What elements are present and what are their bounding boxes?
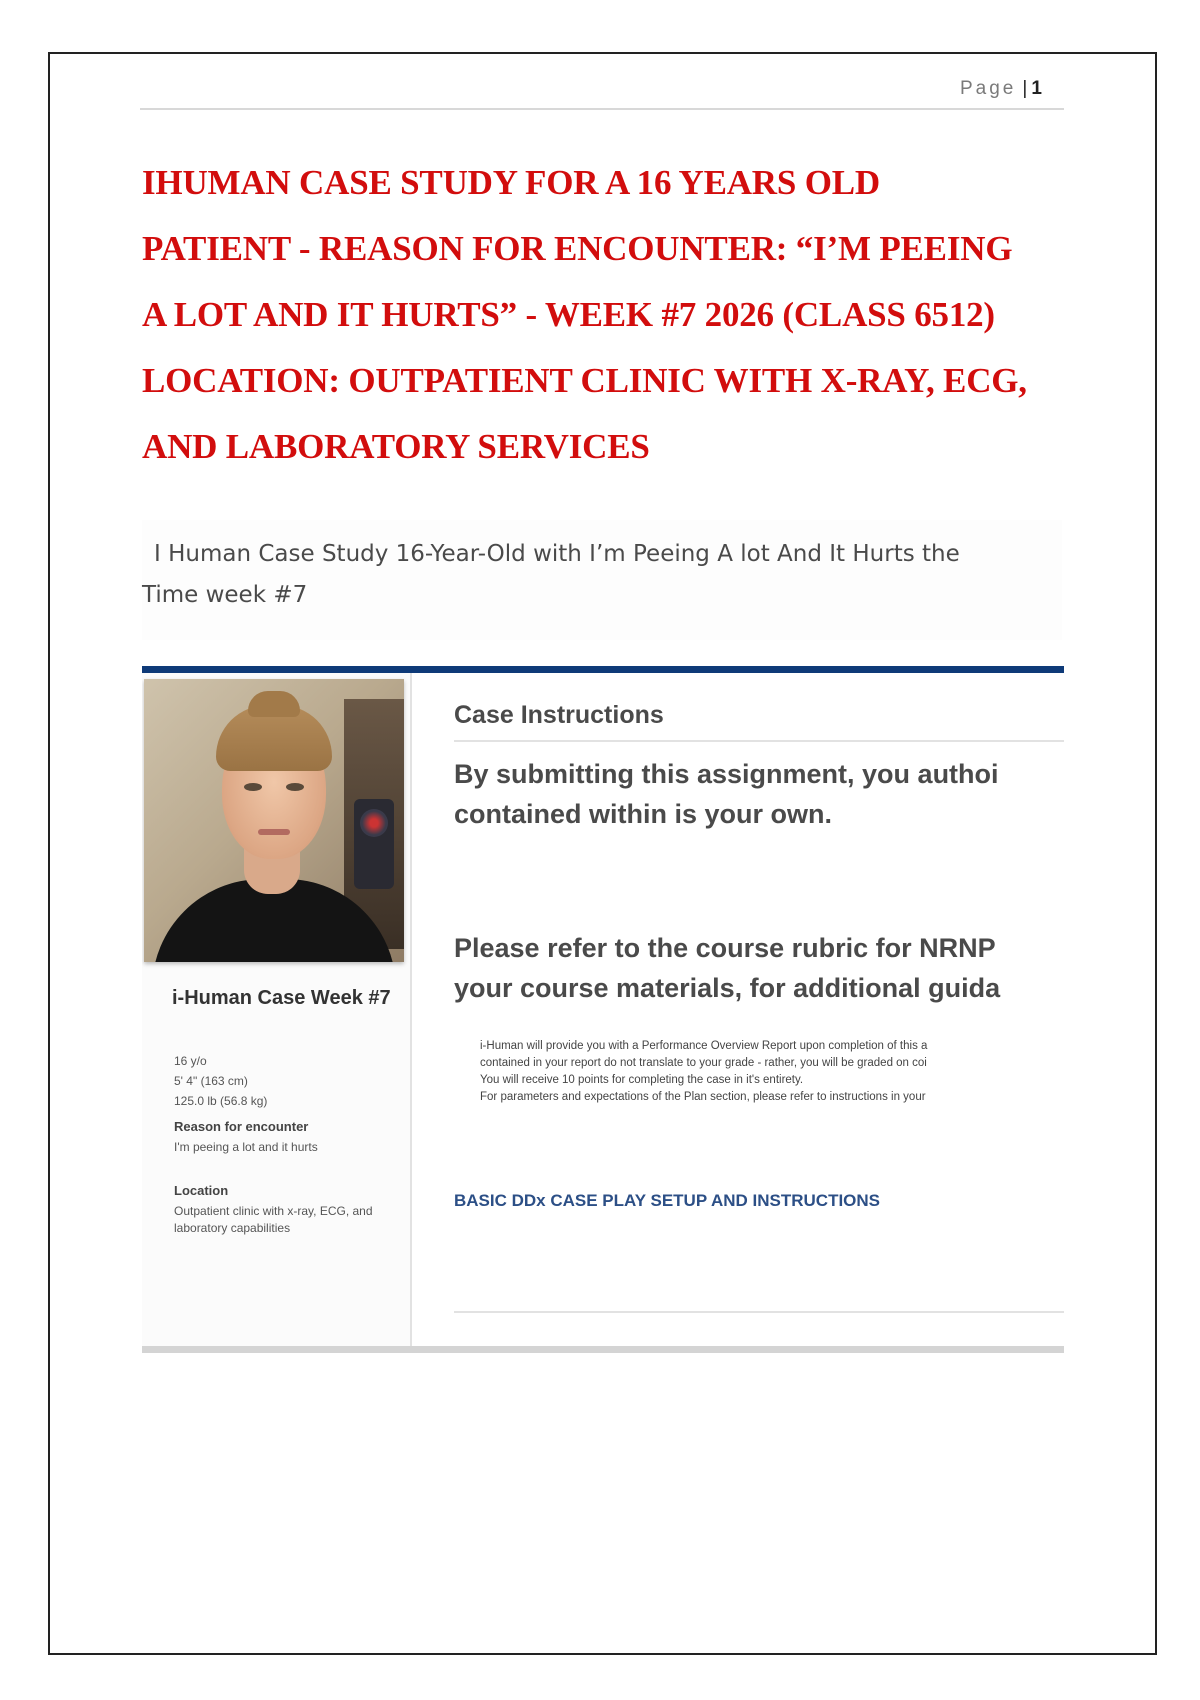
rubric-reference	[454, 928, 1064, 1008]
title-line: A LOT AND IT HURTS” - WEEK #7 2026 (CLASS 6512)	[142, 295, 995, 334]
patient-weight: 125.0 lb (56.8 kg)	[174, 1094, 268, 1108]
subheading	[142, 534, 982, 616]
subheading-line: I Human Case Study 16-Year-Old with I’m Peeing A lot And It Hurts the	[154, 541, 960, 567]
rubric-line: Please refer to the course rubric for NRNP	[454, 933, 996, 963]
title-line: PATIENT - REASON FOR ENCOUNTER: “I’M PEEING	[142, 229, 1013, 268]
title-line: AND LABORATORY SERVICES	[142, 427, 650, 466]
rubric-line: your course materials, for additional guida	[454, 973, 1001, 1003]
statement-line: contained within is your own.	[454, 799, 833, 829]
patient-eye	[244, 783, 262, 791]
patient-avatar	[144, 679, 404, 962]
screenshot-top-bar	[142, 666, 1064, 673]
patient-height: 5' 4" (163 cm)	[174, 1074, 248, 1088]
instruction-bullets	[454, 1038, 1064, 1106]
page-label: Page	[960, 78, 1017, 99]
bullet-text: i-Human will provide you with a Performance Overview Report upon completion of this a	[480, 1040, 928, 1052]
subheading-line: Time week #7	[142, 582, 308, 608]
bullet-text: contained in your report do not translate to your grade - rather, you will be graded on coi	[480, 1057, 927, 1069]
heading-rule	[454, 740, 1064, 742]
reason-value: I'm peeing a lot and it hurts	[174, 1140, 318, 1154]
page-separator: |	[1022, 78, 1028, 99]
title-line: LOCATION: OUTPATIENT CLINIC WITH X-RAY, ECG,	[142, 361, 1027, 400]
location-label: Location	[174, 1183, 229, 1198]
document-title	[142, 150, 1072, 480]
bullet-item	[480, 1038, 1064, 1072]
case-title: i-Human Case Week #7	[172, 987, 391, 1009]
wall-device	[354, 799, 394, 889]
patient-stats	[174, 1051, 267, 1111]
bullet-item: • For parameters and expectations of the Plan section, please refer to instructions in your	[480, 1089, 1064, 1106]
page-number	[960, 78, 1042, 100]
patient-hair-bun	[248, 691, 300, 717]
header-rule	[140, 108, 1064, 110]
reason-label: Reason for encounter	[174, 1119, 309, 1134]
page-number-value: 1	[1031, 78, 1042, 99]
patient-panel	[142, 673, 412, 1346]
patient-age: 16 y/o	[174, 1054, 207, 1068]
panel-bottom-rule	[454, 1311, 1064, 1313]
location-value: Outpatient clinic with x-ray, ECG, and laboratory capabilities	[174, 1204, 373, 1235]
patient-mouth	[258, 829, 290, 835]
patient-eye	[286, 783, 304, 791]
authorship-statement	[454, 754, 1064, 834]
statement-line: By submitting this assignment, you authoi	[454, 759, 999, 789]
title-line: IHUMAN CASE STUDY FOR A 16 YEARS OLD	[142, 163, 880, 202]
instructions-panel	[412, 673, 1064, 1346]
case-instructions-heading: Case Instructions	[454, 701, 664, 729]
bullet-item: • You will receive 10 points for completing the case in it's entirety.	[480, 1072, 1064, 1089]
screenshot-bottom-bar	[142, 1346, 1064, 1353]
embedded-case-screenshot	[142, 666, 1064, 1356]
setup-instructions-link[interactable]: BASIC DDx CASE PLAY SETUP AND INSTRUCTIONS	[454, 1191, 881, 1210]
